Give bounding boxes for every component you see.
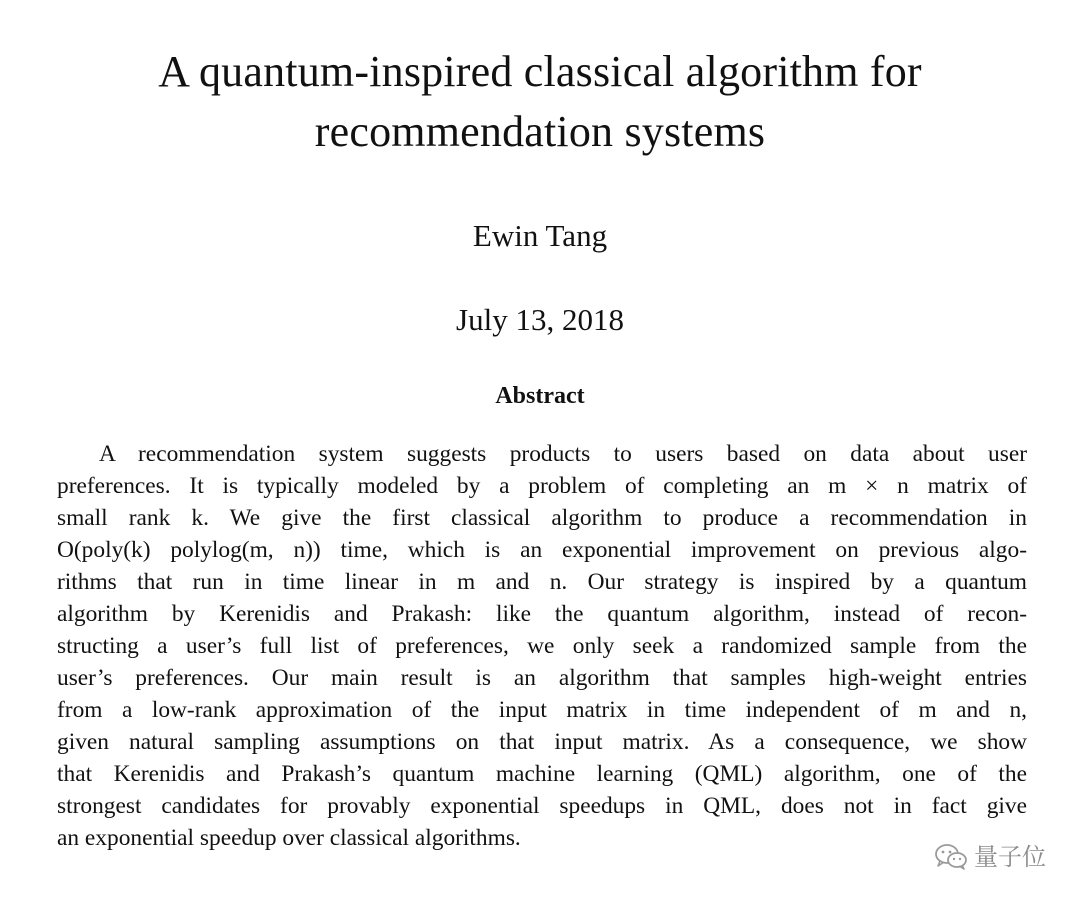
abstract-line: that Kerenidis and Prakash’s quantum machine learning (QML) algorithm, one of the: [57, 761, 1027, 787]
abstract-body: [57, 438, 1027, 854]
watermark-text: 量子位: [974, 843, 1046, 871]
abstract-line: small rank k. We give the first classical algorithm to produce a recommendation in: [57, 505, 1027, 531]
publication-date: July 13, 2018: [456, 302, 624, 337]
title-line-2: recommendation systems: [314, 107, 766, 156]
abstract-line: algorithm by Kerenidis and Prakash: like the quantum algorithm, instead of recon-: [57, 601, 1027, 627]
watermark: [934, 842, 1046, 872]
abstract-heading: Abstract: [495, 383, 585, 409]
abstract-line: A recommendation system suggests products to users based on data about user: [99, 441, 1027, 467]
abstract-line: user’s preferences. Our main result is an algorithm that samples high-weight entries: [57, 665, 1027, 691]
abstract-line: given natural sampling assumptions on that input matrix. As a consequence, we show: [57, 729, 1027, 755]
abstract-line: O(poly(k) polylog(m, n)) time, which is an exponential improvement on previous algo-: [57, 537, 1027, 563]
abstract-line: an exponential speedup over classical algorithms.: [57, 825, 521, 851]
paper-title: [0, 42, 1080, 162]
wechat-icon: [934, 843, 968, 871]
abstract-line: structing a user’s full list of preferences, we only seek a randomized sample from the: [57, 633, 1027, 659]
abstract-line: from a low-rank approximation of the input matrix in time independent of m and n,: [57, 697, 1027, 723]
abstract-line: preferences. It is typically modeled by a problem of completing an m × n matrix of: [57, 473, 1027, 499]
author-name: Ewin Tang: [472, 218, 608, 253]
title-line-1: A quantum-inspired classical algorithm for: [158, 47, 922, 96]
abstract-line: strongest candidates for provably exponential speedups in QML, does not in fact give: [57, 793, 1027, 819]
abstract-line: rithms that run in time linear in m and n. Our strategy is inspired by a quantum: [57, 569, 1027, 595]
